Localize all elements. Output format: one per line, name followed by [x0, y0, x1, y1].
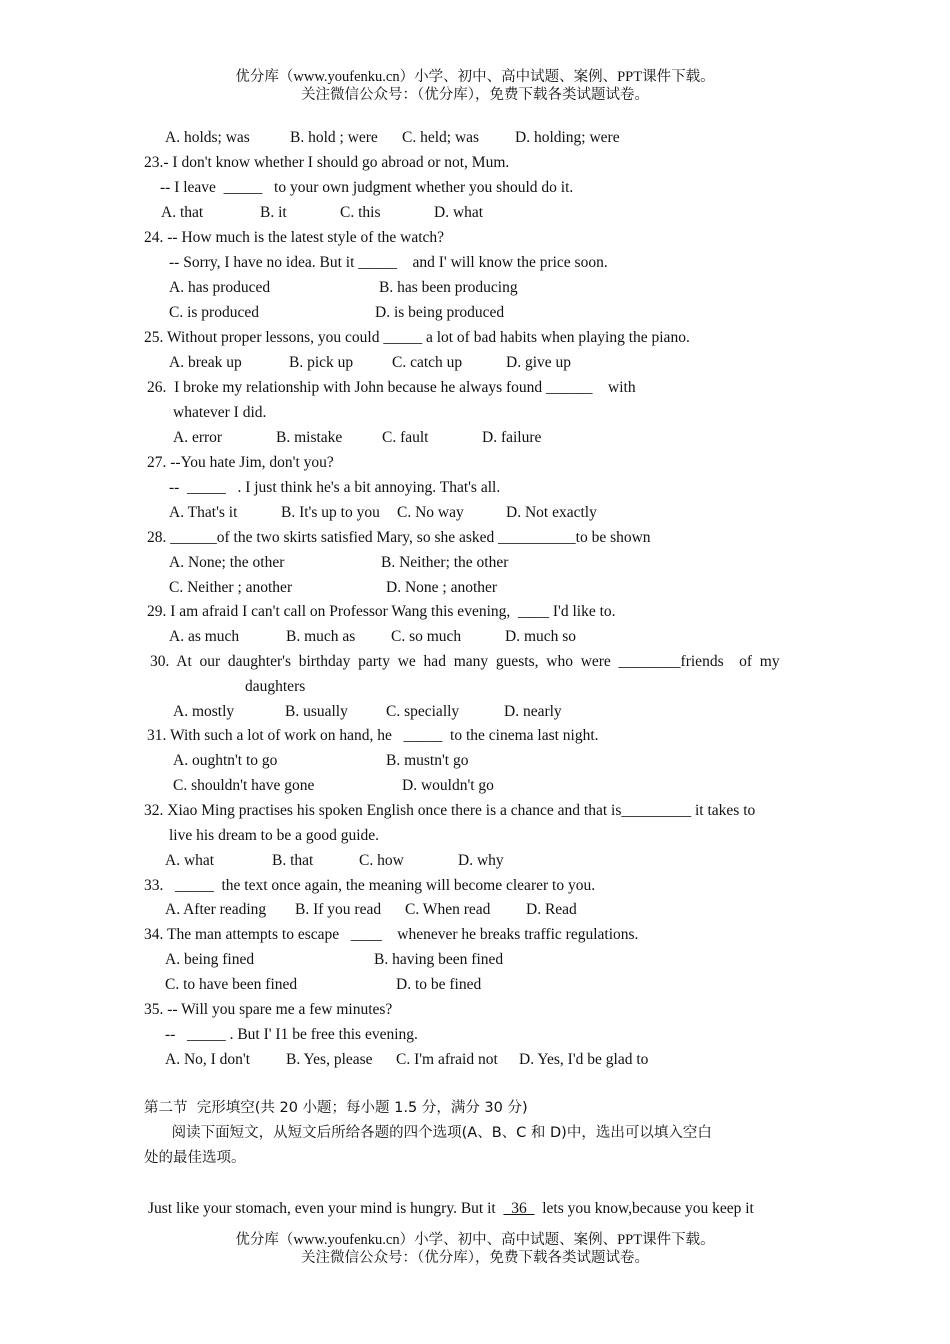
- option-a: A. that: [161, 204, 204, 221]
- option-a: A. oughtn't to go: [173, 752, 278, 769]
- option-c: C. shouldn't have gone: [173, 777, 315, 794]
- option-c: C. so much: [391, 628, 462, 645]
- question-stem: 23.- I don't know whether I should go abroad or not, Mum.: [144, 154, 510, 171]
- option-a: A. mostly: [173, 703, 235, 720]
- question-reply: -- _____ . But I' I1 be free this evening.: [165, 1026, 418, 1043]
- option-d: D. what: [434, 204, 484, 221]
- question-reply: -- Sorry, I have no idea. But it _____ and I' will know the price soon.: [169, 254, 608, 271]
- option-a: A. None; the other: [169, 554, 285, 571]
- option-b: B. It's up to you: [281, 504, 380, 521]
- option-d: D. is being produced: [375, 304, 505, 321]
- question-stem: 35. -- Will you spare me a few minutes?: [144, 1001, 393, 1018]
- option-a: A. as much: [169, 628, 240, 645]
- blank-36: 36: [503, 1200, 535, 1217]
- option-b: B. mustn't go: [386, 752, 469, 769]
- question-stem-cont: whatever I did.: [173, 404, 267, 421]
- question-stem: 27. --You hate Jim, don't you?: [147, 454, 334, 471]
- option-b: B. Yes, please: [286, 1051, 373, 1068]
- section-instruction-cont: 处的最佳选项。: [144, 1150, 246, 1166]
- option-c: C. this: [340, 204, 381, 221]
- option-b: B. hold ; were: [290, 129, 378, 146]
- section-instruction: 阅读下面短文，从短文后所给各题的四个选项(A、B、C 和 D)中，选出可以填入空白: [144, 1125, 712, 1141]
- option-b: B. it: [260, 204, 287, 221]
- header-line-1: 优分库（www.youfenku.cn）小学、初中、高中试题、案例、PPT课件下载。: [235, 69, 715, 85]
- question-stem: 26. I broke my relationship with John because he always found ______ with: [147, 379, 636, 396]
- footer-line-1: 优分库（www.youfenku.cn）小学、初中、高中试题、案例、PPT课件下载。: [235, 1232, 715, 1248]
- option-b: B. mistake: [276, 429, 343, 446]
- option-b: B. has been producing: [379, 279, 518, 296]
- option-b: B. usually: [285, 703, 348, 720]
- option-c: C. is produced: [169, 304, 259, 321]
- option-d: D. Read: [526, 901, 577, 918]
- option-a: A. break up: [169, 354, 242, 371]
- question-reply: -- _____ . I just think he's a bit annoying. That's all.: [169, 479, 501, 496]
- question-stem: 32. Xiao Ming practises his spoken English once there is a chance and that is_________ it takes to: [144, 802, 756, 819]
- option-c: C. I'm afraid not: [396, 1051, 498, 1068]
- option-d: D. Yes, I'd be glad to: [519, 1051, 649, 1068]
- passage-text: Just like your stomach, even your mind is hungry. But it: [148, 1200, 504, 1217]
- option-a: A. holds; was: [165, 129, 250, 146]
- option-c: C. When read: [405, 901, 491, 918]
- option-d: D. why: [458, 852, 504, 869]
- question-stem: 34. The man attempts to escape ____ whenever he breaks traffic regulations.: [144, 926, 639, 943]
- option-c: C. held; was: [402, 129, 480, 146]
- section-title: 第二节 完形填空(共 20 小题；每小题 1.5 分，满分 30 分): [144, 1100, 528, 1116]
- option-c: C. how: [359, 852, 404, 869]
- option-c: C. fault: [382, 429, 429, 446]
- option-a: A. what: [165, 852, 215, 869]
- option-a: A. After reading: [165, 901, 267, 918]
- header-line-2: 关注微信公众号：（优分库），免费下载各类试题试卷。: [301, 87, 649, 103]
- option-a: A. being fined: [165, 951, 255, 968]
- option-c: C. to have been fined: [165, 976, 298, 993]
- question-stem-cont: live his dream to be a good guide.: [169, 827, 380, 844]
- question-stem: 30. At our daughter's birthday party we had many guests, who were ________friends of my: [150, 653, 780, 670]
- option-a: A. No, I don't: [165, 1051, 251, 1068]
- passage-line: [148, 1199, 754, 1219]
- option-b: B. having been fined: [374, 951, 504, 968]
- footer-line-2: 关注微信公众号：（优分库），免费下载各类试题试卷。: [301, 1250, 649, 1266]
- question-stem: 33. _____ the text once again, the meaning will become clearer to you.: [144, 877, 596, 894]
- option-b: B. pick up: [289, 354, 354, 371]
- question-stem: 31. With such a lot of work on hand, he _____ to the cinema last night.: [147, 727, 599, 744]
- option-b: B. Neither; the other: [381, 554, 509, 571]
- option-d: D. holding; were: [515, 129, 620, 146]
- option-c: C. specially: [386, 703, 460, 720]
- option-c: C. Neither ; another: [169, 579, 293, 596]
- option-a: A. error: [173, 429, 223, 446]
- option-d: D. None ; another: [386, 579, 498, 596]
- passage-text-cont: lets you know,because you keep it: [534, 1200, 754, 1217]
- option-d: D. nearly: [504, 703, 562, 720]
- option-d: D. to be fined: [396, 976, 482, 993]
- option-b: B. much as: [286, 628, 356, 645]
- option-b: B. that: [272, 852, 314, 869]
- option-d: D. wouldn't go: [402, 777, 494, 794]
- question-stem-cont: daughters: [245, 678, 306, 695]
- question-stem: 29. I am afraid I can't call on Professor Wang this evening, ____ I'd like to.: [147, 603, 616, 620]
- option-a: A. That's it: [169, 504, 238, 521]
- question-reply: -- I leave _____ to your own judgment whether you should do it.: [160, 179, 574, 196]
- option-b: B. If you read: [295, 901, 382, 918]
- option-c: C. catch up: [392, 354, 463, 371]
- option-d: D. much so: [505, 628, 577, 645]
- option-d: D. Not exactly: [506, 504, 597, 521]
- question-stem: 25. Without proper lessons, you could _____ a lot of bad habits when playing the piano.: [144, 329, 690, 346]
- option-d: D. failure: [482, 429, 542, 446]
- question-stem: 24. -- How much is the latest style of the watch?: [144, 229, 445, 246]
- question-stem: 28. ______of the two skirts satisfied Mary, so she asked __________to be shown: [147, 529, 651, 546]
- option-d: D. give up: [506, 354, 572, 371]
- option-a: A. has produced: [169, 279, 271, 296]
- option-c: C. No way: [397, 504, 464, 521]
